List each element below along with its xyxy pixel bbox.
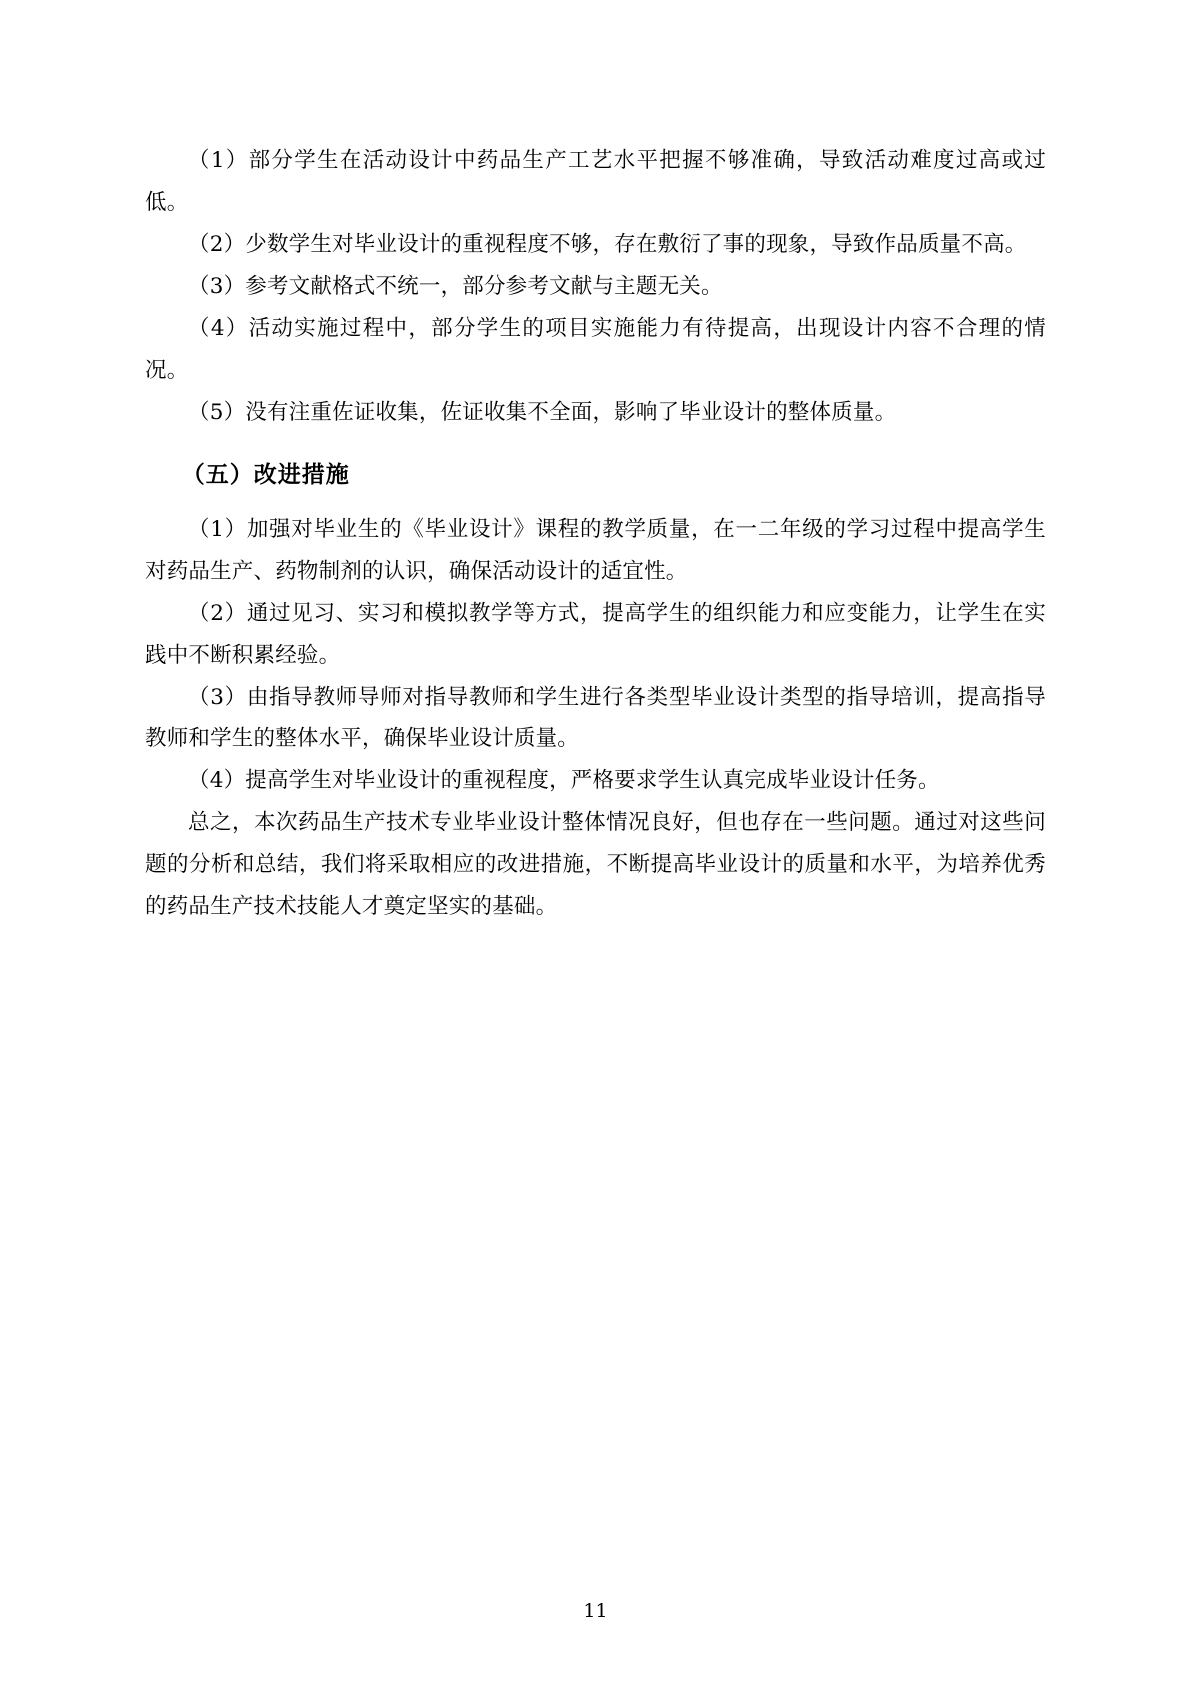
list-item: （3）参考文献格式不统一，部分参考文献与主题无关。 <box>188 273 723 299</box>
summary-paragraph: 总之，本次药品生产技术专业毕业设计整体情况良好，但也存在一些问题。通过对这些问题的分析和总结，我们将采取相应的改进措施，不断提高毕业设计的质量和水平，为培养优秀的药品生产技术技能人才奠定坚实的基础。 <box>145 810 1046 920</box>
section-heading: （五）改进措施 <box>181 462 350 489</box>
list-item: （3）由指导教师导师对指导教师和学生进行各类型毕业设计类型的指导培训，提高指导教师和学生的整体水平，确保毕业设计质量。 <box>145 684 1046 752</box>
list-item: （2）少数学生对毕业设计的重视程度不够，存在敷衍了事的现象，导致作品质量不高。 <box>188 231 1027 257</box>
list-item: （1）部分学生在活动设计中药品生产工艺水平把握不够准确，导致活动难度过高或过低。 <box>145 148 1046 215</box>
page-number: 11 <box>583 1600 608 1622</box>
list-item: （4）活动实施过程中，部分学生的项目实施能力有待提高，出现设计内容不合理的情况。 <box>145 315 1046 383</box>
list-item: （2）通过见习、实习和模拟教学等方式，提高学生的组织能力和应变能力，让学生在实践中不断积累经验。 <box>145 600 1046 668</box>
document-body <box>145 140 1046 928</box>
list-item: （1）加强对毕业生的《毕业设计》课程的教学质量，在一二年级的学习过程中提高学生对药品生产、药物制剂的认识，确保活动设计的适宜性。 <box>145 516 1046 584</box>
list-item: （5）没有注重佐证收集，佐证收集不全面，影响了毕业设计的整体质量。 <box>188 399 897 425</box>
list-item: （4）提高学生对毕业设计的重视程度，严格要求学生认真完成毕业设计任务。 <box>188 768 940 794</box>
